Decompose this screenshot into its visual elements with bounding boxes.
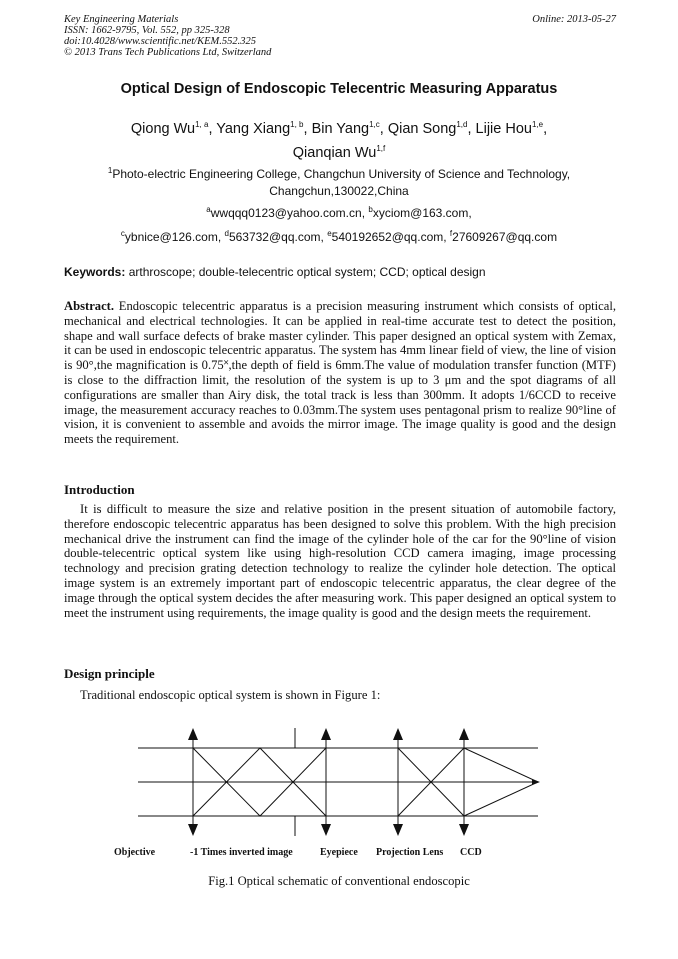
online-date: Online: 2013-05-27 [532, 14, 616, 25]
author: Qiong Wu$^{1, a}$, [130, 120, 217, 137]
journal-name: Key Engineering Materials [64, 14, 179, 25]
doi-line: doi:10.4028/www.scientific.net/KEM.552.325 [64, 36, 256, 47]
keywords-label: Keywords: [64, 265, 126, 279]
section-heading-design: Design principle [64, 666, 155, 681]
author: Lijie Hou$^{1,e}$, [475, 120, 548, 137]
abstract-text: Endoscopic telecentric apparatus is a precision measuring instrument which consists of optical, mechanical and electrical technologies. It can be applied in real-time accurate test to detect the position, shape and wall surface defects of brake master cylinder. This paper designed an optical system with Zemax, it can be used in endoscopic telecentric apparatus. The system has 4mm linear field of view, the line of vision is 90°,the magnification is 0.75˟,the depth of field is 6mm.The value of modulation transfer function (MTF) is close to the diffraction limit, the resolution of the system is up to 3 μm and the spot diagrams of all configurations are smaller than Airy disk, the total track is less than 300mm. It adopts 1/6CCD to receive image, the measurement accuracy reaches to 0.03mm.The system uses pentagonal prism to realize 90°line of vision, it is convenient to assemble and avoids the mirror image. The image quality is good and the design meets the requirement. [64, 299, 616, 447]
design-text: Traditional endoscopic optical system is shown in Figure 1: [80, 688, 381, 702]
author: Qianqian Wu$^{1,f}$ [292, 144, 386, 161]
label-objective: Objective [114, 847, 156, 858]
copyright-line: © 2013 Trans Tech Publications Ltd, Switzerland [64, 47, 272, 58]
label-projection-lens: Projection Lens [376, 847, 444, 858]
figure-caption: Fig.1 Optical schematic of conventional endoscopic [208, 874, 470, 888]
section-heading-introduction: Introduction [64, 482, 135, 497]
paper-title: Optical Design of Endoscopic Telecentric Measuring Apparatus [120, 81, 558, 97]
label-ccd: CCD [460, 847, 482, 858]
email-line-2: $^c$ybnice@126.com, $^d$563732@qq.com, $^e$540192652@qq.com, $^f$27609267@qq.com [120, 229, 558, 244]
introduction-text: It is difficult to measure the size and relative position in the present situation of automobile factory, therefore endoscopic telecentric apparatus has been designed to solve this problem. With the high precision mechanical drive the instrument can find the image of the cylinder hole of the car for the 90°line of vision double-telecentric optical system like using high-resolution CCD camera imaging, image processing technology and precision grating detection technology to realize the cylinder hole detection. The optical image system is an extremely important part of endoscopic telecentric apparatus, the clear degree of the image through the optical system decides the after measuring work. This paper designed an optical system to meet the instrument using requirements, the image quality is good and the design meets the requirement. [64, 502, 616, 620]
keywords-text: arthroscope; double-telecentric optical system; CCD; optical design [125, 265, 486, 279]
author: Yang Xiang$^{1, b}$, [216, 120, 312, 137]
issn-line: ISSN: 1662-9795, Vol. 552, pp 325-328 [64, 25, 230, 36]
email-line-1: $^a$wwqqq0123@yahoo.com.cn, $^b$xyciom@163.com, [206, 205, 472, 220]
author: Qian Song$^{1,d}$, [387, 120, 476, 137]
author: Bin Yang$^{1,c}$, [311, 120, 388, 137]
label-eyepiece: Eyepiece [320, 847, 358, 858]
affiliation: $^1$Photo-electric Engineering College, Changchun University of Science and Technology, Changchun,130022,China [107, 166, 571, 198]
abstract-label: Abstract. [64, 299, 115, 313]
label-inverted-image: -1 Times inverted image [190, 847, 293, 858]
